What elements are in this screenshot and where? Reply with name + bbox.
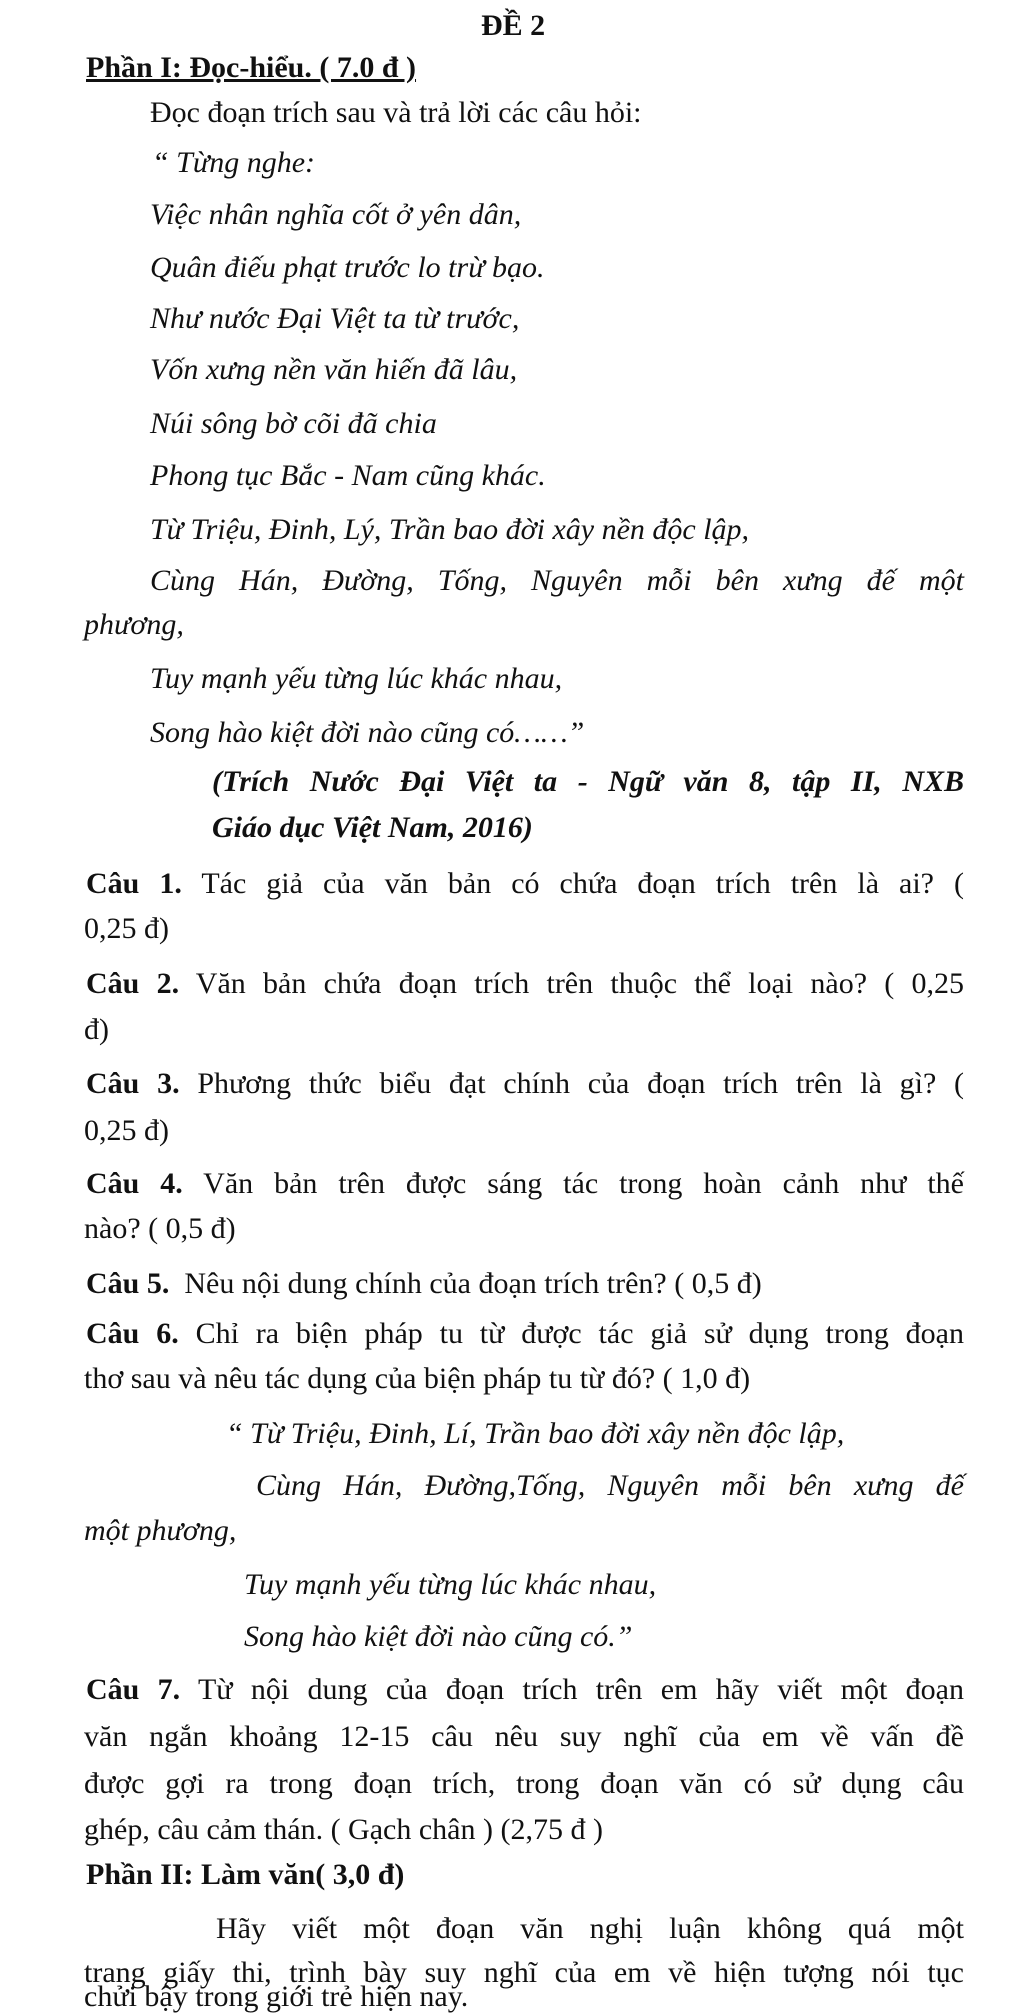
question-label: Câu 5. — [86, 1267, 170, 1300]
part2-heading: Phần II: Làm văn( 3,0 đ) — [86, 1858, 405, 1891]
question-text: đ) — [84, 1013, 109, 1046]
question-text: Nêu nội dung chính của đoạn trích trên? ( 0,5 đ) — [184, 1267, 762, 1300]
exam-title: ĐỀ 2 — [481, 9, 546, 42]
part1-heading: Phần I: Đọc-hiểu. ( 7.0 đ ) — [86, 51, 417, 84]
question-text: ghép, câu cảm thán. ( Gạch chân ) (2,75 đ ) — [84, 1813, 603, 1846]
question-text: thơ sau và nêu tác dụng của biện pháp tu từ đó? ( 1,0 đ) — [84, 1362, 751, 1395]
question-text: Văn bản chứa đoạn trích trên thuộc thể loại nào? ( 0,25 — [195, 967, 964, 1000]
question-3 — [86, 1064, 964, 1104]
question-text: Tác giả của văn bản có chứa đoạn trích trên là ai? ( — [201, 867, 964, 900]
question-1 — [86, 864, 964, 904]
poem-line: Việc nhân nghĩa cốt ở yên dân, — [150, 198, 522, 231]
poem-line: Phong tục Bắc - Nam cũng khác. — [150, 459, 546, 492]
question-4 — [86, 1164, 964, 1204]
quote-line: “ Từ Triệu, Đinh, Lí, Trần bao đời xây nền độc lập, — [226, 1417, 845, 1450]
poem-line: Cùng Hán, Đường, Tống, Nguyên mỗi bên xưng đế một — [150, 564, 964, 597]
question-text: Phương thức biểu đạt chính của đoạn trích trên là gì? ( — [197, 1067, 964, 1100]
poem-line: Song hào kiệt đời nào cũng có……” — [150, 716, 585, 749]
question-text: được gợi ra trong đoạn trích, trong đoạn văn có sử dụng câu — [84, 1767, 964, 1800]
question-text: 0,25 đ) — [84, 1114, 169, 1147]
quote-line: Cùng Hán, Đường,Tống, Nguyên mỗi bên xưng đế — [256, 1469, 964, 1502]
question-label: Câu 3. — [86, 1067, 180, 1100]
essay-prompt-line: trang giấy thi, trình bày suy nghĩ của em về hiện tượng nói tục — [84, 1956, 964, 1989]
question-text: văn ngắn khoảng 12-15 câu nêu suy nghĩ của em về vấn đề — [84, 1720, 964, 1753]
question-6 — [86, 1314, 964, 1354]
question-5 — [86, 1264, 762, 1304]
question-2 — [86, 964, 964, 1004]
quote-line: một phương, — [84, 1514, 237, 1547]
reading-instruction: Đọc đoạn trích sau và trả lời các câu hỏi: — [150, 96, 642, 129]
poem-line: Núi sông bờ cõi đã chia — [150, 407, 437, 440]
question-label: Câu 1. — [86, 867, 182, 900]
essay-prompt-line: Hãy viết một đoạn văn nghị luận không quá một — [216, 1912, 964, 1945]
question-label: Câu 7. — [86, 1673, 181, 1706]
quote-line: Song hào kiệt đời nào cũng có.” — [244, 1620, 633, 1653]
question-label: Câu 6. — [86, 1317, 179, 1350]
poem-line: Tuy mạnh yếu từng lúc khác nhau, — [150, 662, 563, 695]
poem-line: “ Từng nghe: — [152, 146, 316, 179]
poem-line: Quân điếu phạt trước lo trừ bạo. — [150, 251, 545, 284]
essay-prompt-line: chửi bậy trong giới trẻ hiện nay. — [84, 1980, 469, 2013]
poem-line: Vốn xưng nền văn hiến đã lâu, — [150, 353, 518, 386]
question-text: 0,25 đ) — [84, 912, 169, 945]
question-7 — [86, 1670, 964, 1710]
source-citation: (Trích Nước Đại Việt ta - Ngữ văn 8, tập II, NXB — [212, 765, 964, 798]
question-text: Văn bản trên được sáng tác trong hoàn cảnh như thế — [203, 1167, 964, 1200]
question-text: Từ nội dung của đoạn trích trên em hãy viết một đoạn — [197, 1673, 964, 1706]
poem-line: Như nước Đại Việt ta từ trước, — [150, 302, 520, 335]
quote-line: Tuy mạnh yếu từng lúc khác nhau, — [244, 1568, 657, 1601]
source-citation: Giáo dục Việt Nam, 2016) — [212, 811, 533, 844]
question-label: Câu 2. — [86, 967, 180, 1000]
question-label: Câu 4. — [86, 1167, 183, 1200]
question-text: nào? ( 0,5 đ) — [84, 1212, 236, 1245]
poem-line: Từ Triệu, Đinh, Lý, Trần bao đời xây nền độc lập, — [150, 513, 750, 546]
poem-line: phương, — [84, 608, 184, 641]
question-text: Chỉ ra biện pháp tu từ được tác giả sử dụng trong đoạn — [195, 1317, 965, 1350]
